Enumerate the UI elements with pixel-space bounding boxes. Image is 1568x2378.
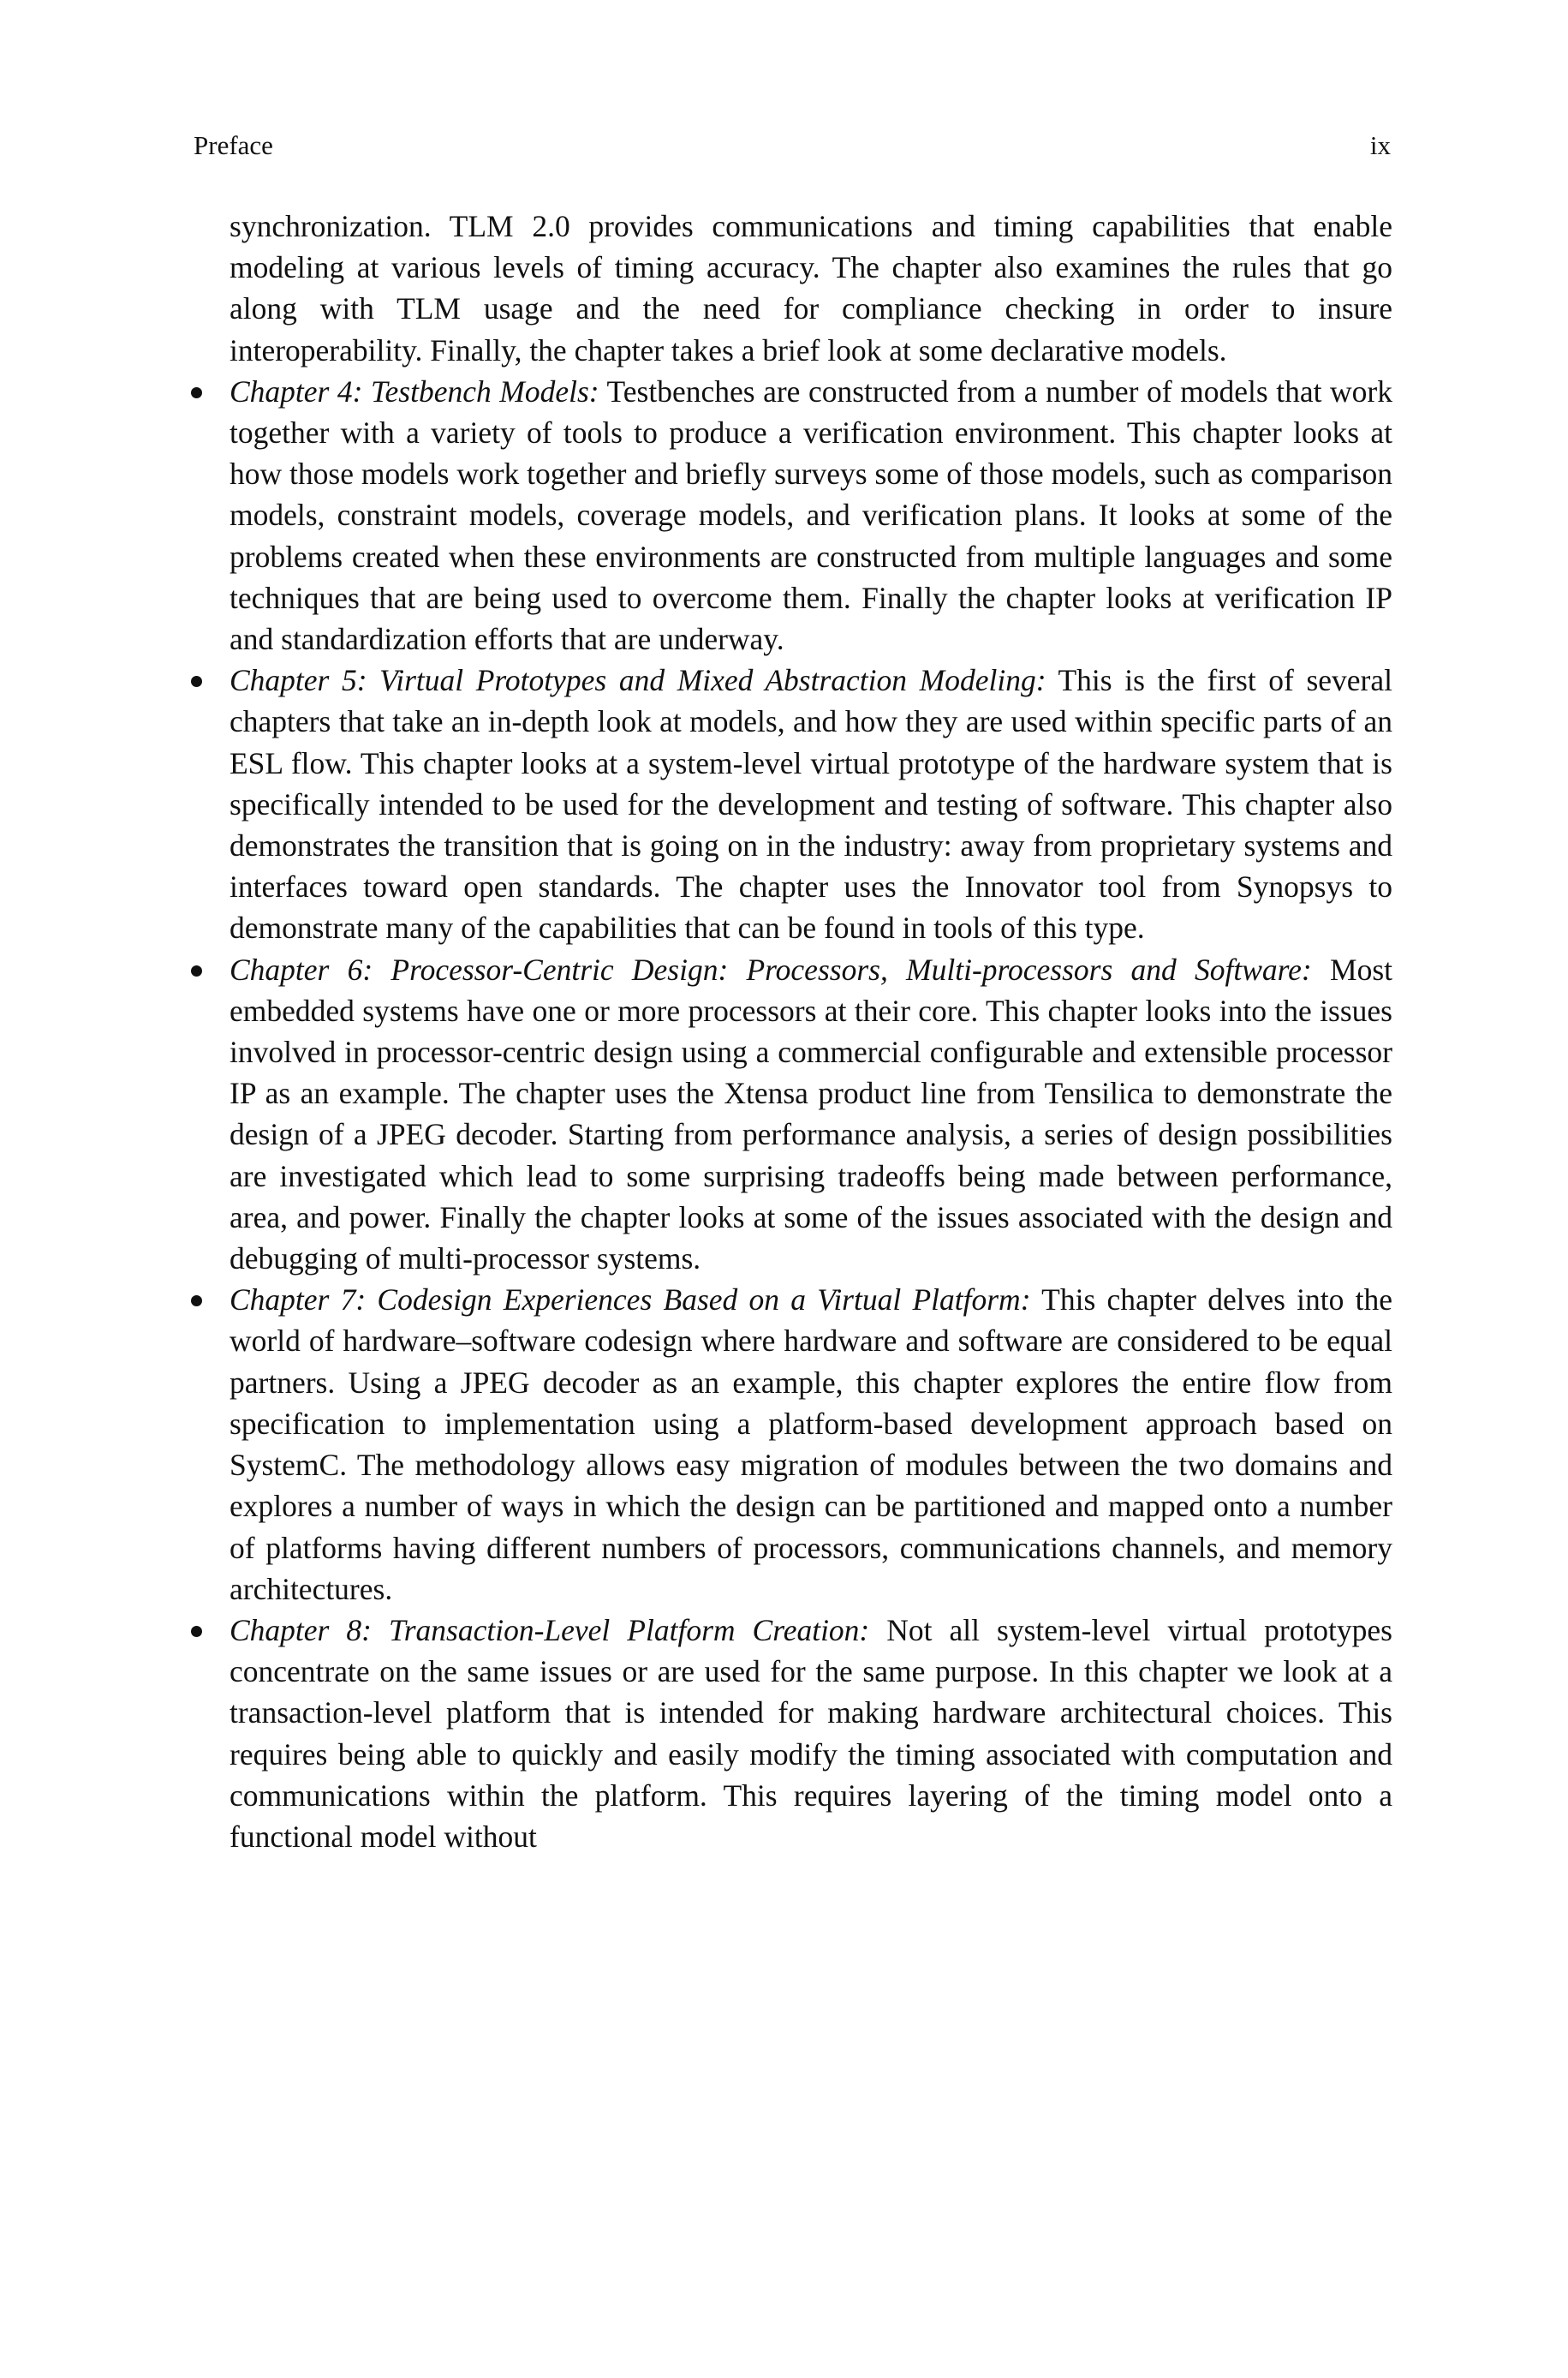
chapter-description: Most embedded systems have one or more processors at their core. This chapter looks into the issues involved in processor-centric design using a commercial configurable and extensible processor IP as an example. The chapter uses the Xtensa product line from Tensilica to demonstrate the design of a JPEG decoder. Starting from performance analysis, a series of design possibilities are investigated which lead to some surprising tradeoffs being made between performance, area, and power. Finally the chapter looks at some of the issues associated with the design and debugging of multi-processor systems. bbox=[230, 952, 1392, 1276]
page-header bbox=[194, 128, 1391, 163]
chapter-description: This chapter delves into the world of hardware–software codesign where hardware and software are considered to be equal partners. Using a JPEG decoder as an example, this chapter explores the entire flow from specification to implementation using a platform-based development approach based on SystemC. The methodology allows easy migration of modules between the two domains and explores a number of ways in which the design can be partitioned and mapped onto a number of platforms having different numbers of processors, communications channels, and memory architectures. bbox=[230, 1282, 1392, 1606]
chapter-item-4 bbox=[230, 371, 1392, 660]
chapter-description: Not all system-level virtual prototypes concentrate on the same issues or are used for the same purpose. In this chapter we look at a transaction-level platform that is intended for making hardware architectural choices. This requires being able to quickly and easily modify the timing associated with computation and communications within the platform. This requires layering of the timing model onto a functional model without bbox=[230, 1612, 1392, 1854]
chapter-item-7 bbox=[230, 1279, 1392, 1610]
chapter-list bbox=[230, 371, 1392, 1857]
bullet-icon bbox=[191, 387, 202, 398]
intro-paragraph: synchronization. TLM 2.0 provides communications and timing capabilities that enable modeling at various levels of timing accuracy. The chapter also examines the rules that go along with TLM usage and the need for compliance checking in order to insure interoperability. Finally, the chapter takes a brief look at some declarative models. bbox=[230, 209, 1392, 367]
bullet-icon bbox=[191, 965, 202, 977]
chapter-title: Chapter 6: Processor-Centric Design: Processors, Multi-processors and Software: bbox=[230, 952, 1312, 987]
chapter-title: Chapter 7: Codesign Experiences Based on a Virtual Platform: bbox=[230, 1282, 1031, 1317]
chapter-title: Chapter 8: Transaction-Level Platform Creation: bbox=[230, 1612, 870, 1647]
chapter-title: Chapter 5: Virtual Prototypes and Mixed Abstraction Modeling: bbox=[230, 663, 1046, 698]
running-title: Preface bbox=[194, 130, 273, 160]
chapter-title: Chapter 4: Testbench Models: bbox=[230, 373, 599, 409]
chapter-item-6 bbox=[230, 949, 1392, 1280]
chapter-description: This is the first of several chapters that take an in-depth look at models, and how they are used within specific parts of an ESL flow. This chapter looks at a system-level virtual prototype of the hardware system that is specifically intended to be used for the development and testing of software. This chapter also demonstrates the transition that is going on in the industry: away from proprietary systems and interfaces toward open standards. The chapter uses the Innovator tool from Synopsys to demonstrate many of the capabilities that can be found in tools of this type. bbox=[230, 663, 1393, 946]
chapter-item-8 bbox=[230, 1610, 1392, 1857]
page-body bbox=[230, 206, 1392, 1857]
bullet-icon bbox=[191, 1295, 202, 1306]
chapter-item-5 bbox=[230, 660, 1392, 948]
page-number: ix bbox=[1369, 130, 1391, 160]
chapter-description: Testbenches are constructed from a number of models that work together with a variety of tools to produce a verification environment. This chapter looks at how those models work together and briefly surveys some of those models, such as comparison models, constraint models, coverage models, and verification plans. It looks at some of the problems created when these environments are constructed from multiple languages and some techniques that are being used to overcome them. Finally the chapter looks at verification IP and standardization efforts that are underway. bbox=[230, 373, 1393, 657]
bullet-icon bbox=[191, 1626, 202, 1637]
bullet-icon bbox=[191, 676, 202, 687]
